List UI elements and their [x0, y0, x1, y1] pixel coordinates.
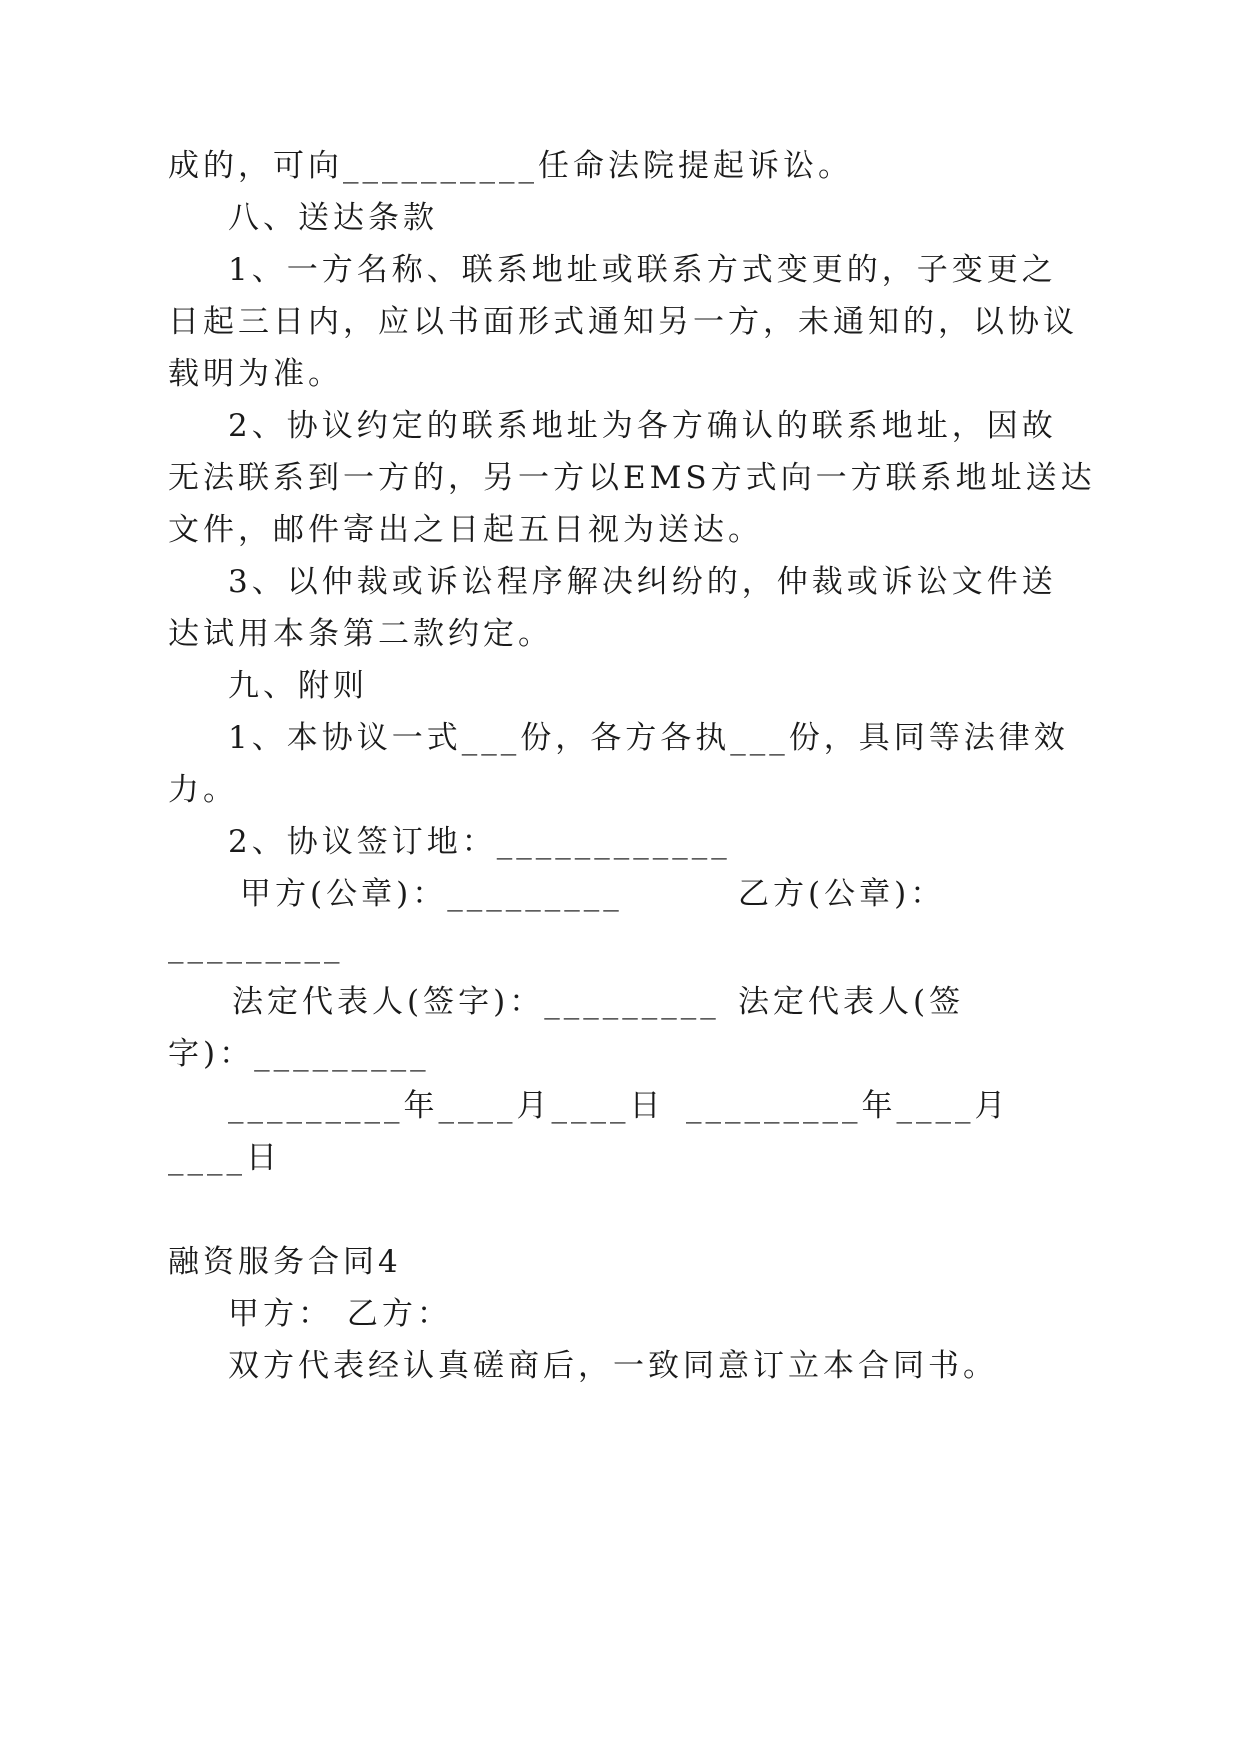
party-b-date-field: _________年____月 — [686, 1088, 1010, 1124]
text-line: 力。 — [168, 772, 238, 808]
party-b-representative-blank: 字)：_________ — [168, 1036, 430, 1072]
text-line: 无法联系到一方的，另一方以EMS方式向一方联系地址送达 — [168, 460, 1096, 496]
parties-line: 甲方： 乙方： — [228, 1296, 452, 1332]
party-a-seal-field: 甲方(公章)：_________ — [240, 876, 623, 912]
party-b-date-day: ____日 — [168, 1140, 281, 1176]
section-heading: 八、送达条款 — [228, 200, 438, 236]
text-line: 双方代表经认真磋商后，一致同意订立本合同书。 — [228, 1348, 998, 1384]
text-line: 日起三日内，应以书面形式通知另一方，未通知的，以协议 — [168, 304, 1078, 340]
text-line: 文件，邮件寄出之日起五日视为送达。 — [168, 512, 763, 548]
party-a-date-field: _________年____月____日 — [228, 1088, 665, 1124]
text-line: 达试用本条第二款约定。 — [168, 616, 553, 652]
party-b-representative-label: 法定代表人(签 — [738, 984, 965, 1020]
contract-title: 融资服务合同4 — [168, 1244, 402, 1280]
text-line: 载明为准。 — [168, 356, 343, 392]
text-line: 3、以仲裁或诉讼程序解决纠纷的，仲裁或诉讼文件送 — [228, 564, 1057, 600]
party-b-seal-blank: _________ — [168, 928, 344, 964]
text-line: 2、协议约定的联系地址为各方确认的联系地址，因故 — [228, 408, 1057, 444]
party-a-representative-field: 法定代表人(签字)：_________ — [232, 984, 720, 1020]
text-line: 1、本协议一式___份，各方各执___份，具同等法律效 — [228, 720, 1069, 756]
text-line: 2、协议签订地：____________ — [228, 824, 731, 860]
section-heading: 九、附则 — [228, 668, 368, 704]
text-line: 成的，可向__________任命法院提起诉讼。 — [168, 148, 853, 184]
party-b-seal-label: 乙方(公章)： — [738, 876, 946, 912]
text-line: 1、一方名称、联系地址或联系方式变更的，子变更之 — [228, 252, 1057, 288]
